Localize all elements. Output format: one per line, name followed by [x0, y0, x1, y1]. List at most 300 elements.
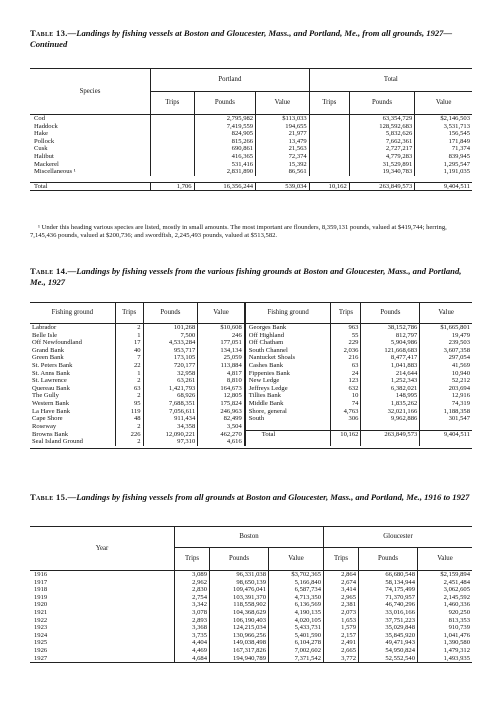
- table-row: [30, 377, 472, 385]
- ground-name: Cape Shore: [32, 415, 63, 423]
- table-13-body: [30, 115, 472, 183]
- table-15-label: Table 15.: [30, 492, 68, 502]
- ground-value: 301,547: [420, 415, 472, 423]
- gloucester-pounds: 74,175,499: [359, 586, 418, 594]
- boston-pounds: 104,368,629: [210, 609, 269, 617]
- ground-value: 52,212: [420, 377, 472, 385]
- ground-name: Seal Island Ground: [32, 438, 83, 446]
- ground-value: 12,805: [198, 392, 245, 400]
- ground-value: 175,824: [198, 400, 245, 408]
- gloucester-pounds: 33,016,166: [359, 609, 418, 617]
- total-trips: [309, 123, 349, 131]
- total-trips: [309, 145, 349, 153]
- col-trips-left: Trips: [115, 303, 143, 324]
- ground-name: Tillies Bank: [245, 392, 331, 400]
- gloucester-pounds: 54,950,824: [359, 647, 418, 655]
- ground-value: 74,319: [420, 400, 472, 408]
- ground-value: 3,504: [198, 423, 245, 431]
- boston-trips: 2,962: [192, 578, 207, 586]
- ground-name: Labrador: [32, 324, 57, 331]
- ground-name: Quereau Bank: [32, 384, 70, 392]
- boston-value: 5,401,590: [269, 632, 324, 640]
- table-row: [30, 438, 472, 446]
- portland-trips: [150, 130, 194, 138]
- ground-trips: 2: [115, 377, 143, 385]
- boston-value: 6,136,569: [269, 601, 324, 609]
- year: 1916: [30, 571, 175, 579]
- ground-name: New Ledge: [245, 377, 331, 385]
- ground-value: 19,479: [420, 332, 472, 340]
- col-boston-pounds: Pounds: [210, 548, 269, 571]
- ground-pounds: 7,688,351: [143, 400, 198, 408]
- ground-name: St. Anns Bank: [32, 369, 70, 377]
- boston-trips: 4,404: [192, 639, 207, 647]
- gloucester-trips: 2,674: [324, 579, 359, 587]
- year: 1922: [30, 617, 175, 625]
- col-gloucester-trips: Trips: [324, 548, 359, 571]
- ground-trips: 632: [331, 385, 361, 393]
- table-14-body: [30, 324, 472, 449]
- ground-pounds: 32,958: [143, 370, 198, 378]
- ground-trips: 4,763: [331, 408, 361, 416]
- boston-value: 5,433,731: [269, 624, 324, 632]
- total-label: Total: [30, 182, 150, 191]
- col-boston-trips: Trips: [184, 555, 200, 563]
- boston-pounds: 109,476,041: [210, 586, 269, 594]
- boston-value: 6,104,278: [269, 639, 324, 647]
- gloucester-trips: 2,491: [324, 639, 359, 647]
- total-value: 71,374: [415, 145, 472, 153]
- ground-pounds: 148,995: [361, 392, 420, 400]
- col-value-left: Value: [198, 303, 245, 324]
- gloucester-pounds: 66,680,548: [359, 571, 418, 579]
- col-ground-left: Fishing ground: [51, 309, 94, 317]
- portland-value: 72,374: [256, 153, 310, 161]
- gloucester-value: 2,145,592: [418, 594, 473, 602]
- boston-value: 5,166,840: [269, 579, 324, 587]
- portland-pounds: 690,861: [194, 145, 255, 153]
- gloucester-value: 1,493,935: [418, 655, 473, 663]
- col-gloucester-pounds: Pounds: [359, 548, 418, 571]
- table-row: [30, 601, 472, 609]
- ground-pounds: 68,926: [143, 392, 198, 400]
- col-year: Year: [30, 527, 175, 571]
- species-name: Miscellaneous ¹: [30, 168, 150, 176]
- col-pounds-total: Pounds: [349, 92, 414, 115]
- boston-pounds: 118,558,902: [210, 601, 269, 609]
- gloucester-trips: 2,965: [324, 594, 359, 602]
- ground-trips: 63: [331, 362, 361, 370]
- total-trips: [309, 161, 349, 169]
- ground-value: 25,059: [198, 354, 245, 362]
- ground-value: 246,963: [198, 408, 245, 416]
- year: 1924: [30, 632, 175, 640]
- total-value: 1,295,547: [415, 161, 472, 169]
- group-portland: Portland: [150, 69, 309, 92]
- boston-trips: 4,684: [192, 654, 207, 662]
- ground-pounds: 121,668,683: [361, 347, 420, 355]
- gloucester-pounds: 52,552,540: [359, 655, 418, 663]
- table-row: [30, 400, 472, 408]
- table-row: [30, 115, 472, 123]
- col-pounds-right: Pounds: [361, 303, 420, 324]
- year: 1919: [30, 594, 175, 602]
- ground-value: 10,940: [420, 370, 472, 378]
- ground-trips: 7: [115, 354, 143, 362]
- ground-pounds: 173,105: [143, 354, 198, 362]
- species-name: Haddock: [30, 123, 150, 131]
- ground-name: La Have Bank: [32, 407, 71, 415]
- ground-pounds: 6,382,021: [361, 385, 420, 393]
- ground-pounds: 911,434: [143, 415, 198, 423]
- total-label: Total: [245, 430, 331, 438]
- ground-value: 239,503: [420, 339, 472, 347]
- gloucester-pounds: 35,845,920: [359, 632, 418, 640]
- table-15-body: [30, 571, 472, 663]
- total-trips: 10,162: [309, 182, 349, 191]
- boston-trips: 3,078: [192, 608, 207, 616]
- table-row: [30, 408, 472, 416]
- ground-value: 4,817: [198, 370, 245, 378]
- ground-trips: 10: [331, 392, 361, 400]
- year: 1923: [30, 624, 175, 632]
- ground-value: 113,884: [198, 362, 245, 370]
- ground-value: 246: [198, 332, 245, 340]
- portland-value: $113,033: [256, 115, 310, 123]
- portland-trips: [150, 138, 194, 146]
- ground-name: Fippenies Bank: [245, 370, 331, 378]
- ground-trips: 1: [115, 370, 143, 378]
- gloucester-value: 1,479,312: [418, 647, 473, 655]
- table-15-caption: [30, 492, 470, 503]
- ground-pounds: 1,041,883: [361, 362, 420, 370]
- gloucester-pounds: 71,370,957: [359, 594, 418, 602]
- ground-trips: 1: [115, 332, 143, 340]
- table-row: [30, 138, 472, 146]
- boston-pounds: 167,317,826: [210, 647, 269, 655]
- total-trips: [309, 115, 349, 123]
- ground-pounds: 12,090,221: [143, 430, 198, 438]
- year: 1918: [30, 586, 175, 594]
- portland-pounds: 416,365: [194, 153, 255, 161]
- gloucester-trips: 2,157: [324, 632, 359, 640]
- boston-trips: 3,735: [192, 631, 207, 639]
- boston-pounds: 194,940,789: [210, 655, 269, 663]
- total-pounds: 19,340,783: [349, 168, 414, 176]
- portland-trips: [150, 145, 194, 153]
- ground-name: Middle Bank: [245, 400, 331, 408]
- ground-value: 4,616: [198, 438, 245, 446]
- boston-value: 4,713,350: [269, 594, 324, 602]
- ground-trips: 119: [115, 408, 143, 416]
- gloucester-pounds: 58,134,944: [359, 579, 418, 587]
- ground-pounds: 9,962,886: [361, 415, 420, 423]
- table-row: [30, 168, 472, 176]
- table-row: [30, 423, 472, 431]
- portland-trips: [150, 161, 194, 169]
- ground-value: 134,134: [198, 347, 245, 355]
- table-13-title: —Landings by fishing vessels at Boston and Gloucester, Mass., and Portland, Me., from all grounds, 1927—Continued: [30, 28, 453, 49]
- col-value: Value: [256, 92, 310, 115]
- table-row: [30, 632, 472, 640]
- total-trips: 10,162: [331, 430, 361, 438]
- gloucester-value: 3,062,605: [418, 586, 473, 594]
- species-name: Cusk: [30, 145, 150, 153]
- ground-trips: 95: [115, 400, 143, 408]
- ground-pounds: 8,477,417: [361, 354, 420, 362]
- ground-trips: 2: [115, 423, 143, 431]
- gloucester-trips: 1,579: [324, 624, 359, 632]
- boston-trips: 3,368: [192, 624, 207, 632]
- ground-pounds: 1,421,793: [143, 385, 198, 393]
- boston-pounds: 124,215,034: [210, 624, 269, 632]
- boston-value: 4,020,105: [269, 617, 324, 625]
- total-portland-value: 539,034: [256, 182, 310, 191]
- ground-trips: 963: [331, 324, 361, 332]
- table-row: [30, 324, 472, 332]
- col-trips-right: Trips: [331, 303, 361, 324]
- group-boston: Boston: [175, 527, 324, 548]
- total-portland-pounds: 16,356,244: [194, 182, 255, 191]
- table-row: [30, 153, 472, 161]
- ground-pounds: 7,056,611: [143, 408, 198, 416]
- table-row: [30, 586, 472, 594]
- boston-pounds: 106,190,403: [210, 617, 269, 625]
- year: 1921: [30, 609, 175, 617]
- ground-name: South: [245, 415, 331, 423]
- boston-value: 7,371,542: [269, 655, 324, 663]
- col-trips-total: Trips: [309, 92, 349, 115]
- ground-trips: 2: [115, 438, 143, 446]
- portland-pounds: 2,831,890: [194, 168, 255, 176]
- ground-value: $10,608: [198, 324, 245, 332]
- boston-trips: 2,830: [192, 586, 207, 594]
- ground-name: St. Lawrence: [32, 377, 67, 385]
- group-gloucester: Gloucester: [324, 527, 473, 548]
- total-value: 1,191,035: [415, 168, 472, 176]
- table-row: [30, 370, 472, 378]
- gloucester-value: $2,159,894: [418, 571, 473, 579]
- portland-trips: [150, 153, 194, 161]
- boston-trips: 3,342: [192, 601, 207, 609]
- table-row: [30, 609, 472, 617]
- ground-pounds: 1,252,343: [361, 377, 420, 385]
- total-pounds: 263,849,573: [349, 182, 414, 191]
- boston-trips: 2,754: [192, 593, 207, 601]
- gloucester-value: 1,460,336: [418, 601, 473, 609]
- table-13-label: Table 13.: [30, 28, 68, 38]
- portland-pounds: 531,416: [194, 161, 255, 169]
- boston-value: $3,702,365: [269, 571, 324, 579]
- ground-trips: 229: [331, 339, 361, 347]
- portland-value: 13,479: [256, 138, 310, 146]
- gloucester-trips: 1,653: [324, 617, 359, 625]
- ground-value: 203,694: [420, 385, 472, 393]
- boston-value: 4,190,135: [269, 609, 324, 617]
- ground-name: Grand Bank: [32, 346, 65, 354]
- total-value: 9,404,511: [420, 430, 472, 438]
- ground-name: Jeffreys Ledge: [245, 385, 331, 393]
- ground-name: Green Bank: [32, 354, 64, 362]
- group-total: Total: [309, 69, 472, 92]
- ground-value: $1,665,801: [420, 324, 472, 332]
- ground-trips: 2,036: [331, 347, 361, 355]
- ground-trips: 48: [115, 415, 143, 423]
- col-value-right: Value: [420, 303, 472, 324]
- portland-value: 194,655: [256, 123, 310, 131]
- table-row: [30, 594, 472, 602]
- table-row: [30, 392, 472, 400]
- ground-trips: 74: [331, 400, 361, 408]
- ground-value: 462,270: [198, 430, 245, 438]
- ground-value: 12,916: [420, 392, 472, 400]
- total-pounds: 128,592,683: [349, 123, 414, 131]
- total-value: $2,146,503: [415, 115, 472, 123]
- portland-value: 21,977: [256, 130, 310, 138]
- ground-name: Off Highland: [245, 332, 331, 340]
- gloucester-pounds: 35,029,848: [359, 624, 418, 632]
- ground-trips: 226: [115, 430, 143, 438]
- boston-pounds: 149,038,498: [210, 639, 269, 647]
- table-row: [30, 354, 472, 362]
- ground-name: Shore, general: [245, 408, 331, 416]
- total-pounds: 5,832,626: [349, 130, 414, 138]
- species-name: Pollock: [30, 138, 150, 146]
- ground-pounds: 7,500: [143, 332, 198, 340]
- total-value: 3,531,713: [415, 123, 472, 131]
- gloucester-value: 2,451,484: [418, 579, 473, 587]
- total-pounds: 31,529,891: [349, 161, 414, 169]
- ground-value: 177,051: [198, 339, 245, 347]
- ground-pounds: 1,835,262: [361, 400, 420, 408]
- ground-name: St. Peters Bank: [32, 361, 73, 369]
- ground-name: The Gully: [32, 392, 59, 400]
- table-15-title: —Landings by fishing vessels from all grounds at Boston and Gloucester, Mass., and Portland, Me., 1916 to 1927: [67, 492, 470, 502]
- table-15: [30, 526, 472, 665]
- col-pounds: Pounds: [194, 92, 255, 115]
- boston-value: 7,002,602: [269, 647, 324, 655]
- ground-value: 297,054: [420, 354, 472, 362]
- table-row: [30, 624, 472, 632]
- year: 1926: [30, 647, 175, 655]
- total-value: 9,404,511: [415, 182, 472, 191]
- table-row: [30, 579, 472, 587]
- col-trips: Trips: [165, 99, 180, 107]
- table-row: [30, 161, 472, 169]
- gloucester-trips: 2,073: [324, 609, 359, 617]
- total-value: 171,849: [415, 138, 472, 146]
- table-row: [30, 339, 472, 347]
- ground-value: 164,673: [198, 385, 245, 393]
- table-13-caption: [30, 28, 470, 49]
- total-value: 156,545: [415, 130, 472, 138]
- ground-pounds: 812,797: [361, 332, 420, 340]
- year: 1920: [30, 601, 175, 609]
- ground-trips: 306: [331, 415, 361, 423]
- total-pounds: 263,849,573: [361, 430, 420, 438]
- ground-trips: 63: [115, 385, 143, 393]
- ground-name: Roseway: [32, 422, 57, 430]
- table-row: [30, 123, 472, 131]
- table-row: [30, 145, 472, 153]
- boston-pounds: 96,331,038: [210, 571, 269, 579]
- ground-pounds: 5,904,986: [361, 339, 420, 347]
- total-portland-trips: 1,706: [176, 182, 192, 190]
- gloucester-pounds: 46,740,296: [359, 601, 418, 609]
- ground-name: Cashes Bank: [245, 362, 331, 370]
- ground-value: 1,188,358: [420, 408, 472, 416]
- gloucester-value: 920,250: [418, 609, 473, 617]
- portland-pounds: 824,905: [194, 130, 255, 138]
- total-pounds: 63,354,729: [349, 115, 414, 123]
- ground-name: Georges Bank: [245, 324, 331, 332]
- portland-trips: [150, 123, 194, 131]
- table-row: [30, 415, 472, 423]
- ground-value: 41,569: [420, 362, 472, 370]
- gloucester-trips: 3,772: [324, 655, 359, 663]
- ground-pounds: 32,021,166: [361, 408, 420, 416]
- portland-value: 15,392: [256, 161, 310, 169]
- gloucester-value: 1,390,580: [418, 639, 473, 647]
- col-pounds-left: Pounds: [143, 303, 198, 324]
- portland-trips: [150, 168, 194, 176]
- ground-trips: 216: [331, 354, 361, 362]
- col-value-total: Value: [415, 92, 472, 115]
- ground-value: 3,607,358: [420, 347, 472, 355]
- table-row: [30, 655, 472, 663]
- table-13: [30, 68, 472, 191]
- ground-pounds: 38,152,786: [361, 324, 420, 332]
- year: 1925: [30, 639, 175, 647]
- total-trips: [309, 153, 349, 161]
- total-trips: [309, 168, 349, 176]
- gloucester-value: 910,739: [418, 624, 473, 632]
- gloucester-trips: 2,864: [324, 571, 359, 579]
- boston-trips: 3,089: [192, 571, 207, 578]
- ground-name: Nantucket Shoals: [245, 354, 331, 362]
- table-row: [30, 362, 472, 370]
- table-13-total-row: [30, 182, 472, 191]
- gloucester-value: 813,353: [418, 617, 473, 625]
- ground-trips: 40: [115, 347, 143, 355]
- table-row: [30, 571, 472, 579]
- total-pounds: 2,727,217: [349, 145, 414, 153]
- total-pounds: 7,662,361: [349, 138, 414, 146]
- ground-pounds: 101,268: [143, 324, 198, 332]
- gloucester-pounds: 37,751,223: [359, 617, 418, 625]
- ground-pounds: 63,261: [143, 377, 198, 385]
- portland-value: 86,561: [256, 168, 310, 176]
- boston-pounds: 98,650,139: [210, 579, 269, 587]
- ground-value: 8,810: [198, 377, 245, 385]
- table-14-title: —Landings by fishing vessels from the various fishing grounds at Boston and Gloucester, Mass., and Portland, Me., 1927: [30, 266, 462, 287]
- table-14: [30, 302, 472, 449]
- total-trips: [309, 138, 349, 146]
- ground-name: Off Newfoundland: [32, 339, 82, 347]
- table-row: [30, 617, 472, 625]
- species-name: Cod: [30, 115, 150, 123]
- total-pounds: 4,779,283: [349, 153, 414, 161]
- ground-value: 82,499: [198, 415, 245, 423]
- table-13-footnote: ¹ Under this heading various species are listed, mostly in small amounts. The most important are flounders, 8,359,131 pounds, valued at $419,744; herring, 7,145,436 pounds, valued at $200,736; and swordfish, 2,245,493 pounds, valued at $513,582.: [30, 224, 447, 240]
- total-trips: [309, 130, 349, 138]
- table-row: [30, 130, 472, 138]
- species-name: Mackerel: [30, 161, 150, 169]
- year: 1927: [30, 655, 175, 663]
- ground-trips: 17: [115, 339, 143, 347]
- species-name: Halibut: [30, 153, 150, 161]
- gloucester-trips: 2,381: [324, 601, 359, 609]
